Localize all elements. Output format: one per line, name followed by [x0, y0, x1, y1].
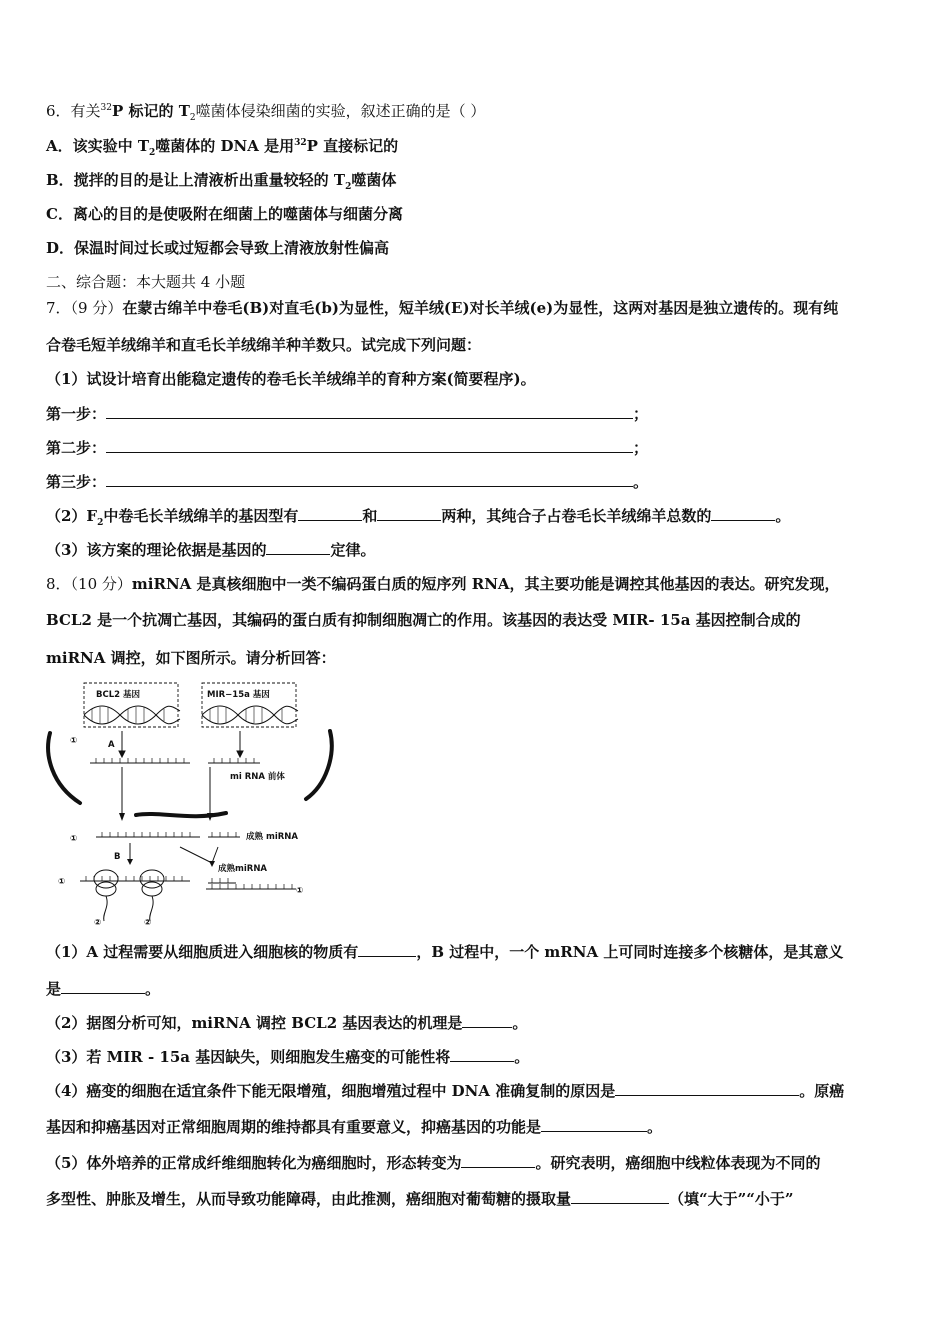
q8-part4-line1: （4）癌变的细胞在适宜条件下能无限增殖，细胞增殖过程中 DNA 准确复制的原因是 。原癌	[46, 1082, 845, 1100]
q8-stem-line3: miRNA 调控，如下图所示。请分析回答：	[46, 649, 336, 667]
q6-option-c: C．离心的目的是使吸附在细菌上的噬菌体与细菌分离	[46, 205, 403, 223]
q7-step3: 第三步： 。	[46, 473, 649, 491]
mature-mirna-label-2: 成熟miRNA	[218, 864, 268, 874]
mirna-regulation-diagram	[40, 675, 340, 935]
q6-option-a: A．该实验中 $T_2$噬菌体的 DNA 是用$^{32}$P 直接标记的	[46, 137, 399, 158]
mature-mirna-label-1: 成熟 miRNA	[246, 832, 298, 842]
answer-blank[interactable]	[358, 941, 416, 957]
mirna-bound-mrna	[206, 878, 296, 889]
mirna-precursor-label: mi RNA 前体	[230, 772, 285, 782]
q8-stem-line1: 8．（10 分）miRNA 是真核细胞中一类不编码蛋白质的短序列 RNA，其主要功能是调控其他基因的表达。研究发现，	[46, 575, 840, 593]
q7-stem-line2: 合卷毛短羊绒绵羊和直毛长羊绒绵羊种羊数只。试完成下列问题：	[46, 336, 482, 354]
answer-blank[interactable]	[298, 505, 362, 521]
answer-blank[interactable]	[106, 437, 633, 453]
q8-part1-line2: 是 。	[46, 980, 161, 998]
q8-part3: （3）若 MIR - 15a 基因缺失，则细胞发生癌变的可能性将 。	[46, 1048, 530, 1066]
marker-1: ①	[70, 736, 78, 746]
process-b-label: B	[114, 852, 121, 862]
q8-part5-line1: （5）体外培养的正常成纤维细胞转化为癌细胞时，形态转变为 。研究表明，癌细胞中线粒体表现为不同的	[46, 1154, 821, 1172]
q7-part3: （3）该方案的理论依据是基因的 定律。	[46, 541, 376, 559]
answer-blank[interactable]	[61, 978, 145, 994]
section-heading: 二、综合题：本大题共 4 小题	[46, 273, 246, 291]
answer-blank[interactable]	[377, 505, 441, 521]
answer-blank[interactable]	[615, 1080, 799, 1096]
q8-part1-line1: （1）A 过程需要从细胞质进入细胞核的物质有 ，B 过程中，一个 mRNA 上可同时连接多个核糖体，是其意义	[46, 943, 844, 961]
answer-blank[interactable]	[541, 1116, 647, 1132]
marker-2: ①	[70, 834, 78, 844]
process-a-label: A	[108, 740, 115, 750]
answer-blank[interactable]	[106, 471, 633, 487]
ribosome-translation	[80, 870, 190, 921]
q8-stem-line2: BCL2 是一个抗凋亡基因，其编码的蛋白质有抑制细胞凋亡的作用。该基因的表达受 MIR- 15a 基因控制合成的	[46, 611, 801, 629]
q8-part5-line2: 多型性、肿胀及增生，从而导致功能障碍，由此推测，癌细胞对葡萄糖的摄取量 （填“大于”“小于”	[46, 1190, 794, 1208]
q7-part1: （1）试设计培育出能稳定遗传的卷毛长羊绒绵羊的育种方案(简要程序)。	[46, 370, 536, 388]
q6-stem: 6．有关$^{32}$P 标记的 $T_2$噬菌体侵染细菌的实验，叙述正确的是（ ）	[46, 102, 486, 123]
answer-blank[interactable]	[571, 1188, 669, 1204]
q8-part4-line2: 基因和抑癌基因对正常细胞周期的维持都具有重要意义，抑癌基因的功能是 。	[46, 1118, 663, 1136]
mir15a-gene-label: MIR−15a 基因	[207, 690, 270, 700]
q6-option-b: B．搅拌的目的是让上清液析出重量较轻的 $T_2$噬菌体	[46, 171, 397, 192]
answer-blank[interactable]	[450, 1046, 514, 1062]
answer-blank[interactable]	[266, 539, 330, 555]
nuclear-envelope	[48, 731, 332, 816]
q7-step2: 第二步： ；	[46, 439, 649, 457]
bcl2-gene-label: BCL2 基因	[96, 690, 141, 700]
answer-blank[interactable]	[711, 505, 775, 521]
q7-step1: 第一步： ；	[46, 405, 649, 423]
marker-ribosome-1: ②	[94, 918, 102, 928]
answer-blank[interactable]	[461, 1152, 535, 1168]
q7-part2: $(2)F_2$中卷毛长羊绒绵羊的基因型有 和 两种，其纯合子占卷毛长羊绒绵羊总数的 。	[46, 507, 791, 528]
answer-blank[interactable]	[462, 1012, 512, 1028]
marker-4: ①	[296, 886, 304, 896]
answer-blank[interactable]	[106, 403, 633, 419]
marker-3: ①	[58, 877, 66, 887]
q7-stem-line1: 7．（9 分）在蒙古绵羊中卷毛(B)对直毛(b)为显性，短羊绒(E)对长羊绒(e)为显性，这两对基因是独立遗传的。现有纯	[46, 299, 839, 317]
q6-option-d: D．保温时间过长或过短都会导致上清液放射性偏高	[46, 239, 390, 257]
mir15a-dna-helix	[202, 706, 298, 724]
bcl2-dna-helix	[84, 706, 180, 724]
marker-ribosome-2: ②	[144, 918, 152, 928]
q8-part2: （2）据图分析可知，miRNA 调控 BCL2 基因表达的机理是 。	[46, 1014, 528, 1032]
